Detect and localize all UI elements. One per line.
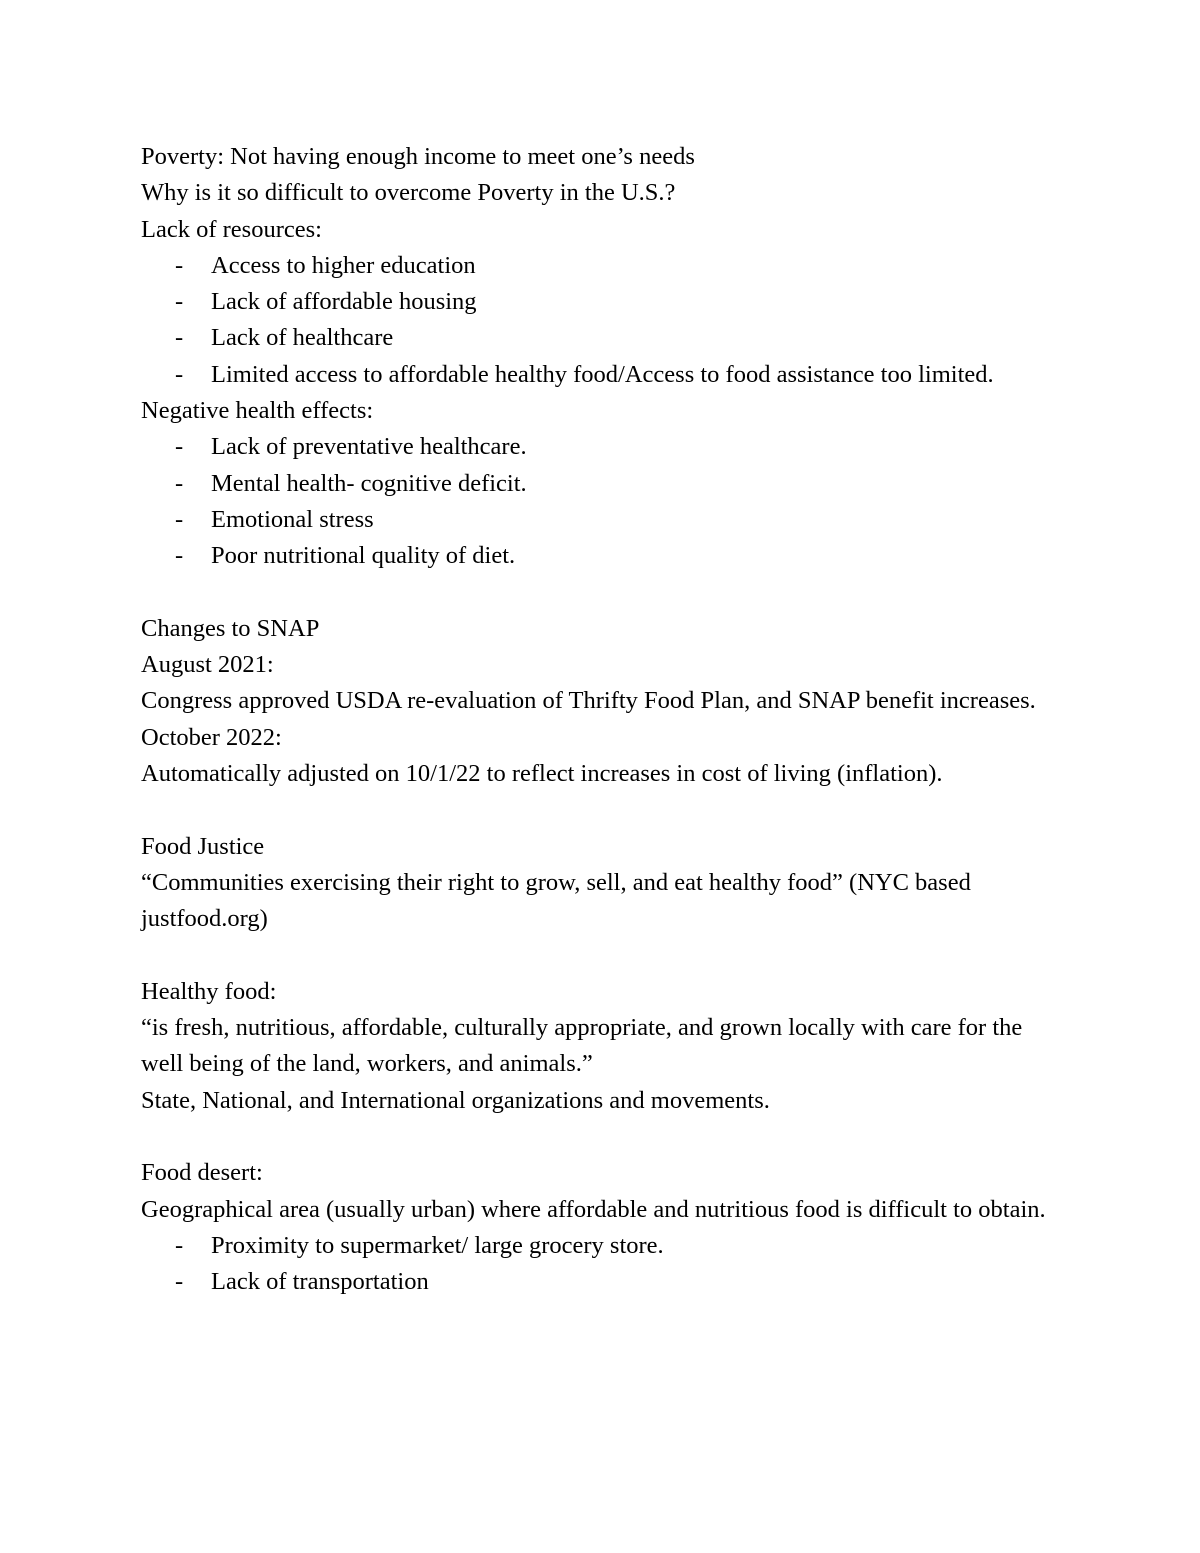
- list-item: [141, 466, 1011, 502]
- food-desert-definition: Geographical area (usually urban) where affordable and nutritious food is difficult to obtain.: [141, 1195, 1046, 1223]
- bullet-dash: -: [175, 1268, 184, 1296]
- list-item: [141, 357, 1011, 393]
- list-item: [141, 538, 1011, 574]
- healthy-food-quote: “is fresh, nutritious, affordable, culturally appropriate, and grown locally with care for the well being of the land, workers, and animals.”: [141, 1014, 1023, 1078]
- food-justice-quote: “Communities exercising their right to grow, sell, and eat healthy food” (NYC based justfood.org): [141, 868, 971, 933]
- food-desert-list: [141, 1228, 1061, 1301]
- list-item: [141, 284, 1011, 320]
- healthy-food-heading: Healthy food:: [141, 977, 277, 1005]
- list-item-text: Access to higher education: [211, 251, 476, 279]
- health-list: [141, 429, 1061, 574]
- list-item: [141, 1228, 1011, 1264]
- snap-aug-label: August 2021:: [141, 651, 274, 679]
- list-item-text: Mental health- cognitive deficit.: [211, 469, 527, 497]
- snap-aug-text: Congress approved USDA re-evaluation of Thrifty Food Plan, and SNAP benefit increases.: [141, 687, 1036, 715]
- spacer: [141, 575, 1061, 611]
- list-item: [141, 248, 1011, 284]
- snap-oct-text: Automatically adjusted on 10/1/22 to reflect increases in cost of living (inflation).: [141, 760, 943, 788]
- list-item: [141, 429, 1011, 465]
- poverty-question: Why is it so difficult to overcome Poverty in the U.S.?: [141, 179, 676, 207]
- bullet-dash: -: [175, 288, 184, 316]
- resources-heading: Lack of resources:: [141, 215, 322, 243]
- list-item: [141, 1264, 1011, 1300]
- health-heading: Negative health effects:: [141, 397, 374, 425]
- bullet-dash: -: [175, 251, 184, 279]
- list-item-text: Lack of affordable housing: [211, 288, 477, 316]
- list-item-text: Lack of healthcare: [211, 324, 394, 352]
- list-item-text: Proximity to supermarket/ large grocery store.: [211, 1231, 664, 1259]
- list-item-text: Lack of transportation: [211, 1268, 429, 1296]
- list-item-text: Emotional stress: [211, 505, 374, 533]
- snap-heading: Changes to SNAP: [141, 614, 320, 642]
- bullet-dash: -: [175, 360, 184, 388]
- spacer: [141, 938, 1061, 974]
- bullet-dash: -: [175, 433, 184, 461]
- poverty-definition: Poverty: Not having enough income to meet one’s needs: [141, 143, 695, 170]
- food-justice-heading: Food Justice: [141, 832, 265, 860]
- bullet-dash: -: [175, 1231, 184, 1259]
- healthy-food-orgs: State, National, and International organizations and movements.: [141, 1086, 770, 1114]
- bullet-dash: -: [175, 324, 184, 352]
- list-item-text: Limited access to affordable healthy food/Access to food assistance too limited.: [211, 360, 994, 388]
- document-body: [141, 139, 1061, 1301]
- food-desert-heading: Food desert:: [141, 1159, 263, 1187]
- bullet-dash: -: [175, 469, 184, 497]
- bullet-dash: -: [175, 542, 184, 570]
- snap-oct-label: October 2022:: [141, 723, 282, 751]
- spacer: [141, 1119, 1061, 1155]
- list-item-text: Lack of preventative healthcare.: [211, 433, 527, 461]
- list-item-text: Poor nutritional quality of diet.: [211, 542, 516, 570]
- spacer: [141, 792, 1061, 828]
- resources-list: [141, 248, 1061, 393]
- bullet-dash: -: [175, 505, 184, 533]
- list-item: [141, 320, 1011, 356]
- list-item: [141, 502, 1011, 538]
